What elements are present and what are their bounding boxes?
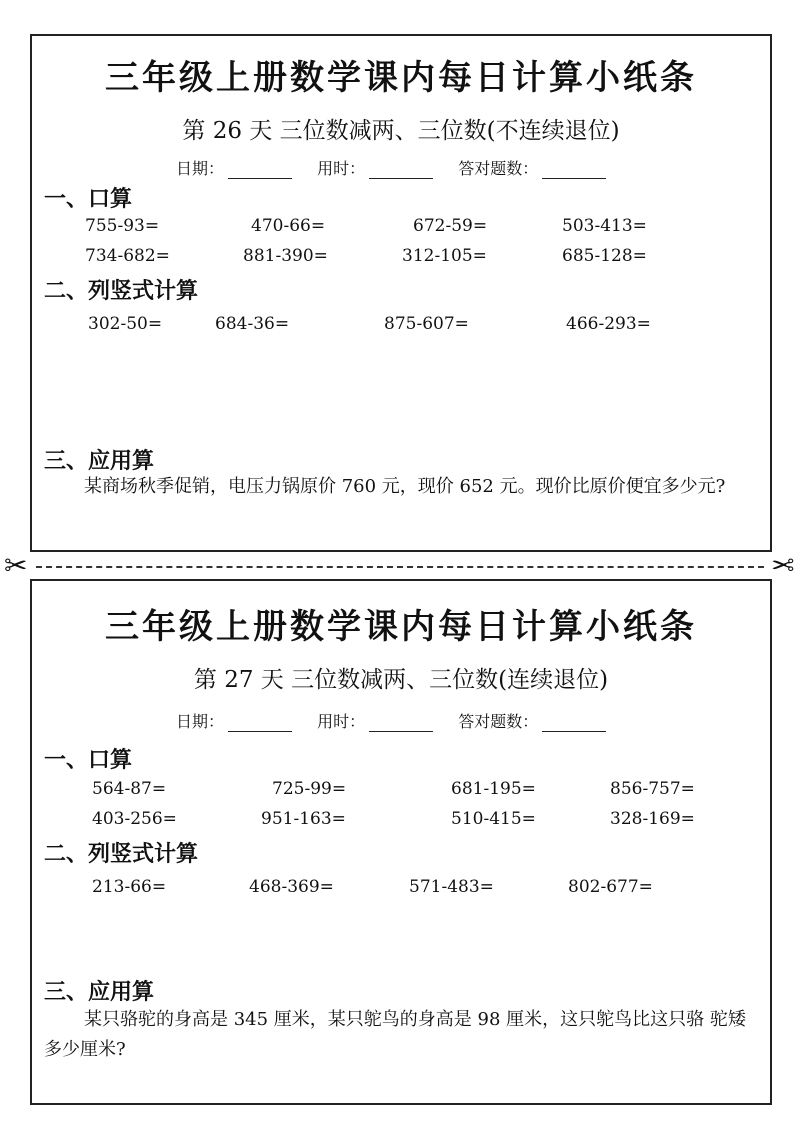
date-label: 日期： xyxy=(176,159,225,178)
oral-problem: 510-415= xyxy=(451,809,536,829)
oral-problem: 681-195= xyxy=(451,779,536,799)
time-blank[interactable] xyxy=(369,713,433,732)
vertical-problem: 213-66= xyxy=(92,877,167,897)
oral-problem: 881-390= xyxy=(243,246,328,266)
cut-line xyxy=(36,566,764,568)
oral-problem: 672-59= xyxy=(413,216,488,236)
oral-problem: 403-256= xyxy=(92,809,177,829)
vertical-problem: 468-369= xyxy=(249,877,334,897)
vertical-problem: 684-36= xyxy=(215,314,290,334)
correct-blank[interactable] xyxy=(542,713,606,732)
correct-label: 答对题数： xyxy=(458,712,539,731)
oral-problem: 725-99= xyxy=(272,779,347,799)
correct-label: 答对题数： xyxy=(458,159,539,178)
date-label: 日期： xyxy=(176,712,225,731)
oral-problem: 685-128= xyxy=(562,246,647,266)
word-problem: 某商场秋季促销，电压力锅原价 760 元，现价 652 元。现价比原价便宜多少元? xyxy=(84,476,726,497)
sheet-subtitle: 第 27 天 三位数减两、三位数(连续退位) xyxy=(193,667,609,693)
worksheet-day-26 xyxy=(30,34,772,552)
vertical-problem: 802-677= xyxy=(568,877,653,897)
time-label: 用时： xyxy=(317,712,366,731)
oral-problem: 856-757= xyxy=(610,779,695,799)
vertical-problem: 875-607= xyxy=(384,314,469,334)
sheet-title: 三年级上册数学课内每日计算小纸条 xyxy=(105,58,697,98)
section-vertical-heading: 二、列竖式计算 xyxy=(44,842,199,867)
meta-row xyxy=(176,709,626,732)
vertical-problem: 466-293= xyxy=(566,314,651,334)
sheet-subtitle: 第 26 天 三位数减两、三位数(不连续退位) xyxy=(182,118,620,144)
oral-problem: 312-105= xyxy=(402,246,487,266)
section-word-heading: 三、应用算 xyxy=(44,449,155,474)
word-problem: 某只骆驼的身高是 345 厘米，某只鸵鸟的身高是 98 厘米，这只鸵鸟比这只骆 驼矮多少厘米? xyxy=(44,1009,746,1060)
oral-problem: 734-682= xyxy=(85,246,170,266)
scissors-right-icon: ✂ xyxy=(770,549,794,582)
oral-problem: 503-413= xyxy=(562,216,647,236)
oral-problem: 470-66= xyxy=(251,216,326,236)
sheet-title: 三年级上册数学课内每日计算小纸条 xyxy=(105,607,697,647)
oral-problem: 328-169= xyxy=(610,809,695,829)
time-blank[interactable] xyxy=(369,160,433,179)
time-label: 用时： xyxy=(317,159,366,178)
scissors-left-icon: ✂ xyxy=(4,549,28,582)
section-oral-heading: 一、口算 xyxy=(44,748,133,773)
section-vertical-heading: 二、列竖式计算 xyxy=(44,279,199,304)
date-blank[interactable] xyxy=(228,713,292,732)
vertical-problem: 571-483= xyxy=(409,877,494,897)
oral-problem: 755-93= xyxy=(85,216,160,236)
vertical-problem: 302-50= xyxy=(88,314,163,334)
oral-problem: 564-87= xyxy=(92,779,167,799)
correct-blank[interactable] xyxy=(542,160,606,179)
oral-problem: 951-163= xyxy=(261,809,346,829)
section-word-heading: 三、应用算 xyxy=(44,980,155,1005)
meta-row xyxy=(176,156,626,179)
date-blank[interactable] xyxy=(228,160,292,179)
worksheet-day-27 xyxy=(30,579,772,1105)
section-oral-heading: 一、口算 xyxy=(44,187,133,212)
